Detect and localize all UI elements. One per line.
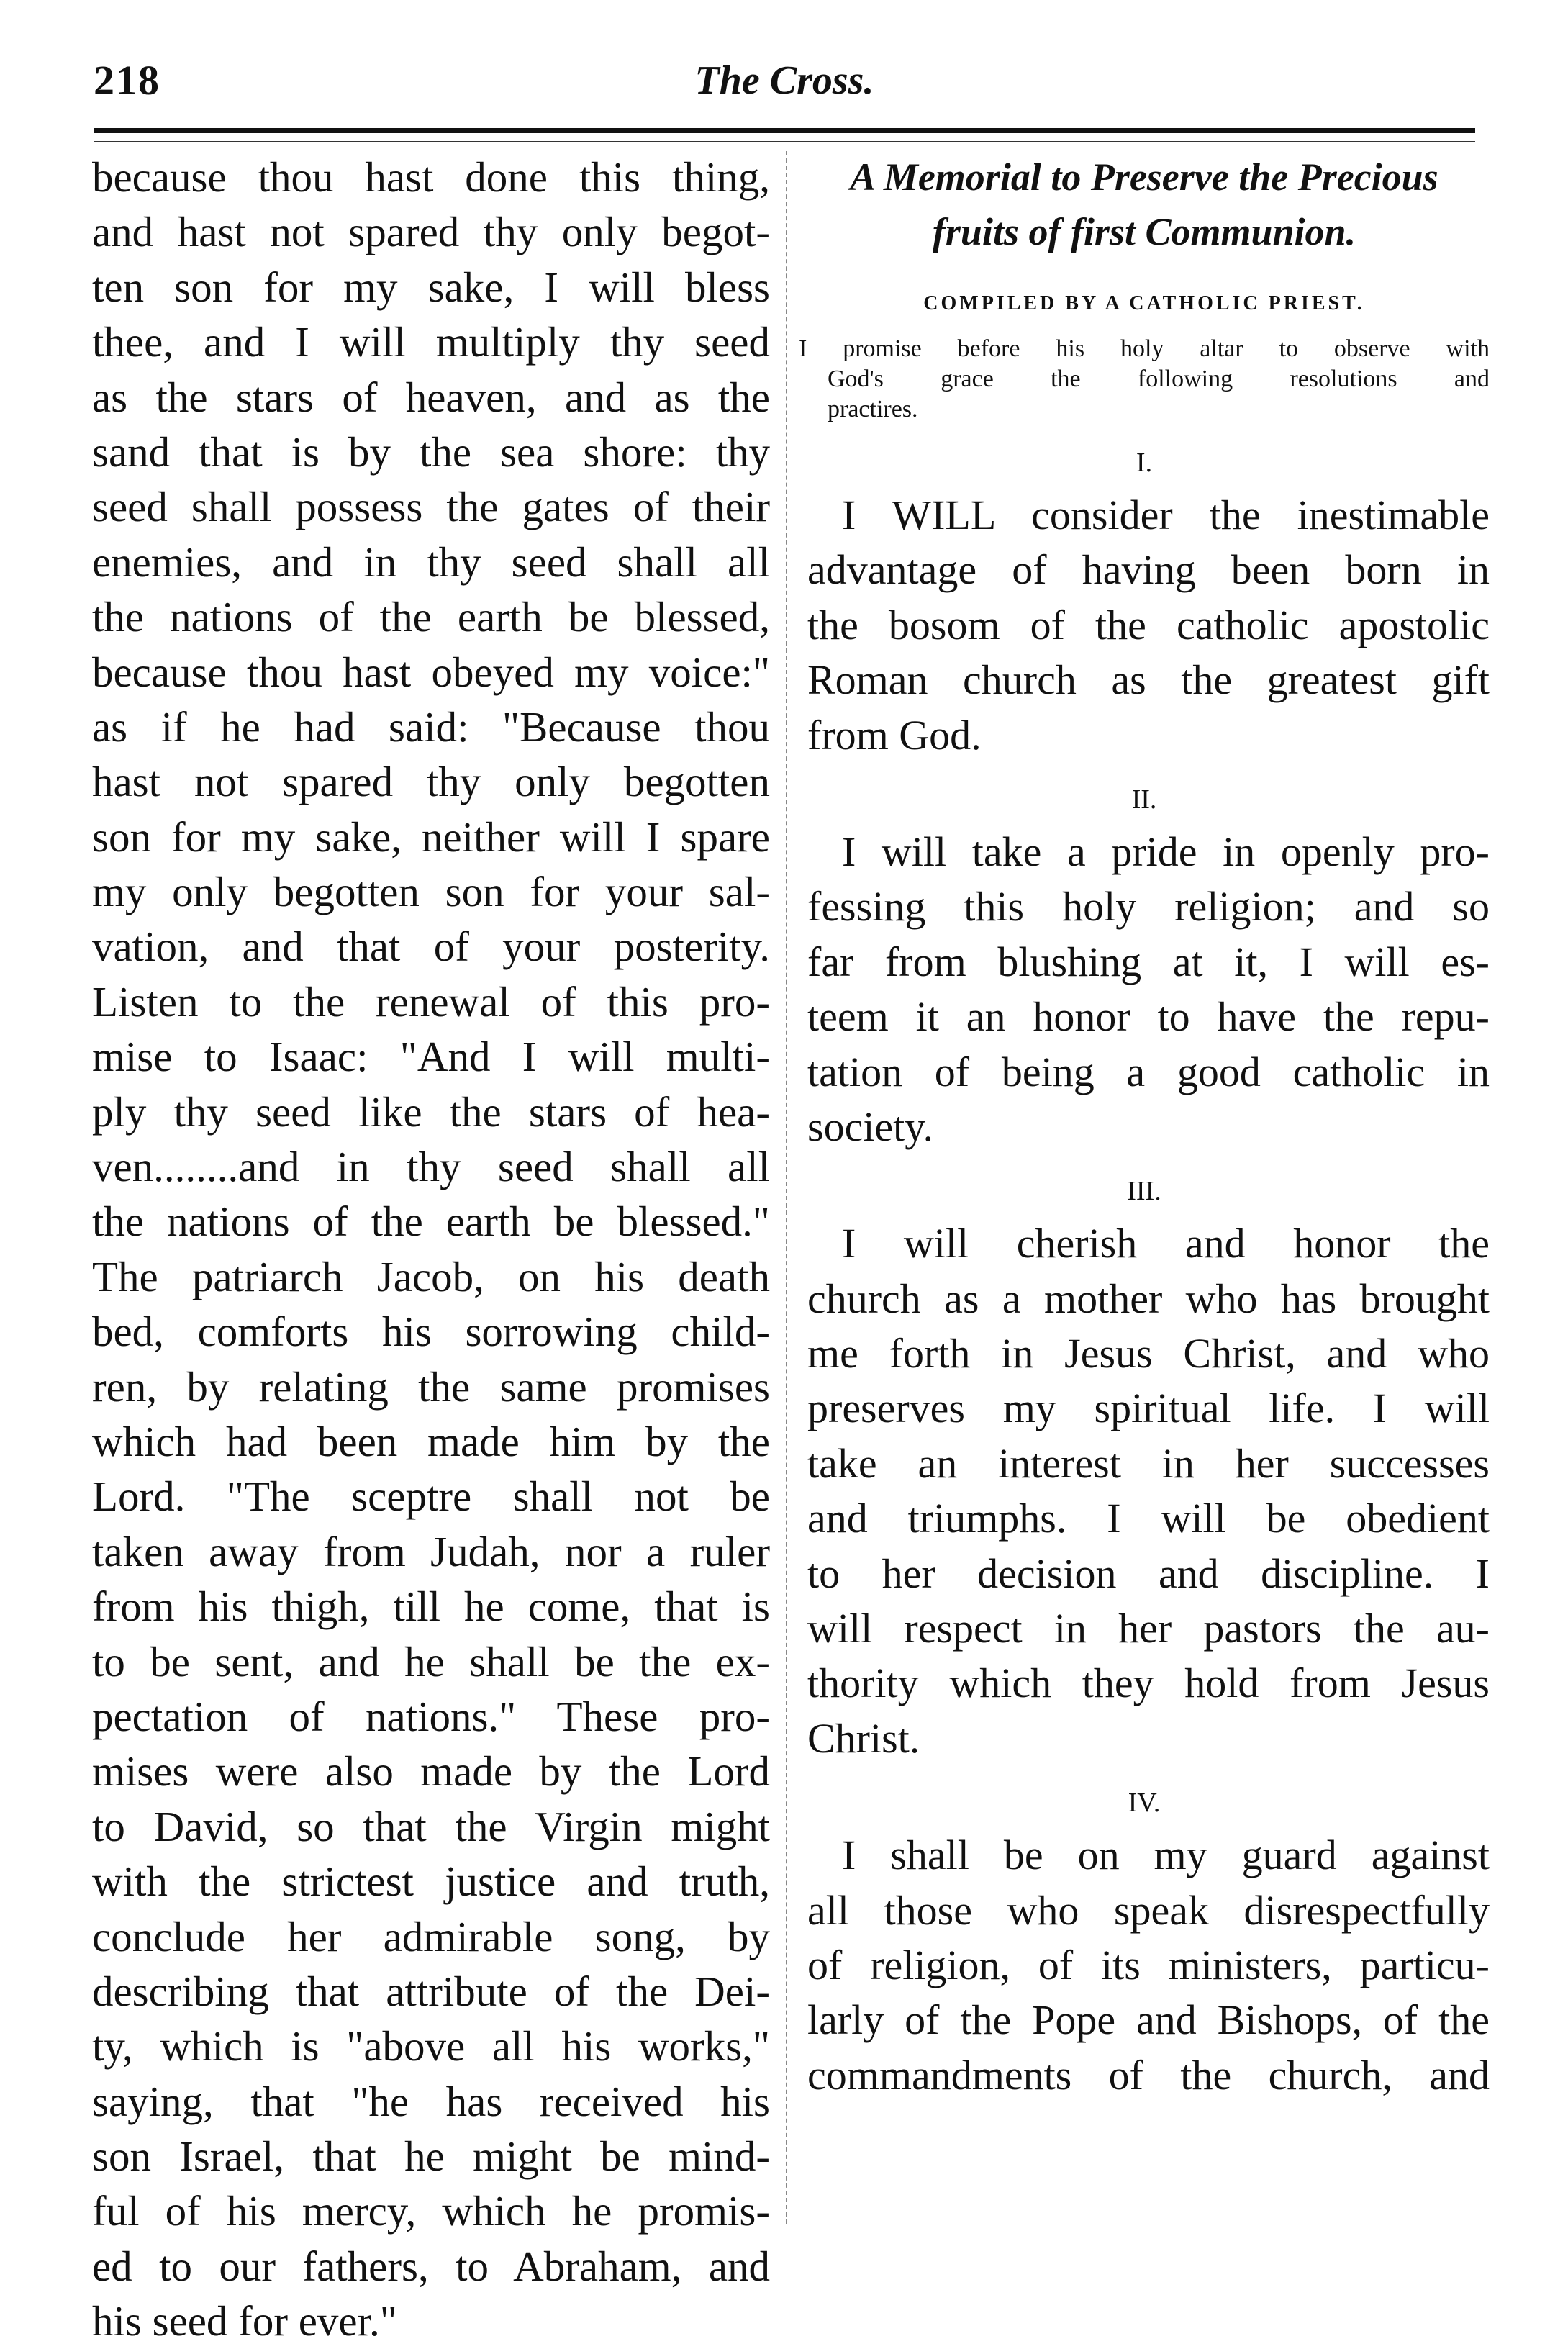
right-column — [792, 150, 1497, 2103]
text-line: I will cherish and honor the — [842, 1220, 1490, 1267]
text-line: society. — [807, 1103, 934, 1150]
text-line: his seed for ever." — [92, 2297, 397, 2345]
text-line: of religion, of its ministers, particu- — [807, 1941, 1490, 1988]
left-column — [79, 150, 770, 2349]
text-line: me forth in Jesus Christ, and who — [807, 1330, 1490, 1377]
text-line: son Israel, that he might be mind- — [92, 2132, 770, 2181]
text-line: ren, by relating the same promises — [92, 1362, 770, 1411]
text-line: teem it an honor to have the repu- — [807, 993, 1490, 1041]
resolution-section — [792, 1778, 1497, 2103]
text-line: ful of his mercy, which he promis- — [92, 2187, 770, 2235]
text-line: advantage of having been born in — [807, 546, 1490, 594]
text-line: son for my sake, neither will I spare — [92, 813, 770, 861]
text-line: from God. — [807, 711, 982, 759]
text-line: preserves my spiritual life. I will — [807, 1385, 1490, 1432]
text-line: the nations of the earth be blessed." — [92, 1198, 770, 1246]
text-line: mise to Isaac: "And I will multi- — [92, 1033, 770, 1081]
text-line: ty, which is "above all his works," — [92, 2022, 770, 2070]
text-line: I WILL consider the inestimable — [842, 492, 1490, 538]
text-line: enemies, and in thy seed shall all — [92, 538, 770, 586]
text-line: because thou hast done this thing, — [92, 153, 770, 201]
resolution-section — [792, 438, 1497, 763]
text-line: as if he had said: "Because thou — [92, 702, 770, 751]
text-line: with the strictest justice and truth, — [92, 1857, 770, 1906]
text-line: Christ. — [807, 1714, 920, 1762]
intro-line: I promise before his holy altar to observe with — [799, 335, 1490, 362]
text-line: the nations of the earth be blessed, — [92, 593, 770, 641]
text-line: far from blushing at it, I will es- — [807, 938, 1490, 985]
text-line: Listen to the renewal of this pro- — [92, 977, 770, 1026]
header-rule — [94, 128, 1475, 133]
memorial-title-line: A Memorial to Preserve the Precious — [850, 155, 1438, 199]
memorial-title — [792, 150, 1497, 259]
text-line: and hast not spared thy only begot- — [92, 208, 770, 256]
running-title: The Cross. — [694, 58, 874, 103]
text-line: commandments of the church, and — [807, 2051, 1490, 2099]
page-number: 218 — [94, 57, 160, 104]
text-line: saying, that "he has received his — [92, 2077, 770, 2125]
column-divider — [786, 151, 787, 2224]
text-line: because thou hast obeyed my voice:" — [92, 648, 770, 696]
text-line: and triumphs. I will be obedient — [807, 1495, 1490, 1542]
text-line: as the stars of heaven, and as the — [92, 373, 770, 421]
text-line: taken away from Judah, nor a ruler — [92, 1527, 770, 1575]
text-line: Lord. "The sceptre shall not be — [92, 1472, 770, 1521]
intro-line: God's grace the following resolutions and — [828, 366, 1490, 392]
text-line: bed, comforts his sorrowing child- — [92, 1308, 770, 1356]
section-numeral: IV. — [1128, 1788, 1161, 1819]
intro-line: practires. — [828, 396, 918, 422]
memorial-title-line: fruits of first Communion. — [932, 210, 1356, 253]
section-numeral: II. — [1131, 784, 1157, 815]
text-line: I will take a pride in openly pro- — [842, 828, 1490, 875]
text-line: all those who speak disrespectfully — [807, 1886, 1490, 1934]
text-line: describing that attribute of the Dei- — [92, 1967, 770, 2015]
header-rule-thin — [94, 141, 1475, 142]
text-line: thority which they hold from Jesus — [807, 1660, 1490, 1707]
text-line: Roman church as the greatest gift — [807, 656, 1490, 704]
text-line: sand that is by the sea shore: thy — [92, 427, 770, 476]
text-line: vation, and that of your posterity. — [92, 923, 770, 971]
text-line: to David, so that the Virgin might — [92, 1802, 770, 1850]
resolution-section — [792, 1166, 1497, 1766]
text-line: mises were also made by the Lord — [92, 1747, 770, 1796]
text-line: will respect in her pastors the au- — [807, 1605, 1490, 1652]
text-line: church as a mother who has brought — [807, 1275, 1490, 1322]
text-line: my only begotten son for your sal- — [92, 868, 770, 916]
text-line: ten son for my sake, I will bless — [92, 263, 770, 311]
text-line: seed shall possess the gates of their — [92, 483, 770, 531]
text-line: thee, and I will multiply thy seed — [92, 318, 770, 366]
text-line: The patriarch Jacob, on his death — [92, 1252, 770, 1300]
text-line: ven........and in thy seed shall all — [92, 1143, 770, 1191]
resolution-sections — [792, 438, 1497, 2103]
text-line: pectation of nations." These pro- — [92, 1692, 770, 1740]
text-line: larly of the Pope and Bishops, of the — [807, 1996, 1490, 2044]
intro-paragraph — [792, 334, 1497, 425]
text-line: ed to our fathers, to Abraham, and — [92, 2242, 770, 2290]
section-numeral: I. — [1136, 448, 1153, 478]
text-line: from his thigh, till he come, that is — [92, 1583, 770, 1631]
text-line: tation of being a good catholic in — [807, 1048, 1490, 1095]
page-header — [86, 50, 1482, 115]
text-line: hast not spared thy only begotten — [92, 758, 770, 806]
text-line: fessing this holy religion; and so — [807, 883, 1490, 931]
text-line: which had been made him by the — [92, 1417, 770, 1465]
text-line: I shall be on my guard against — [842, 1832, 1490, 1879]
text-line: take an interest in her successes — [807, 1439, 1490, 1487]
compiler-credit: COMPILED BY A CATHOLIC PRIEST. — [923, 292, 1365, 314]
resolution-section — [792, 774, 1497, 1154]
text-line: ply thy seed like the stars of hea- — [92, 1087, 770, 1136]
text-line: to her decision and discipline. I — [807, 1549, 1490, 1597]
text-line: the bosom of the catholic apostolic — [807, 601, 1490, 648]
text-line: to be sent, and he shall be the ex- — [92, 1637, 770, 1685]
text-line: conclude her admirable song, by — [92, 1912, 770, 1960]
section-numeral: III. — [1127, 1176, 1161, 1207]
